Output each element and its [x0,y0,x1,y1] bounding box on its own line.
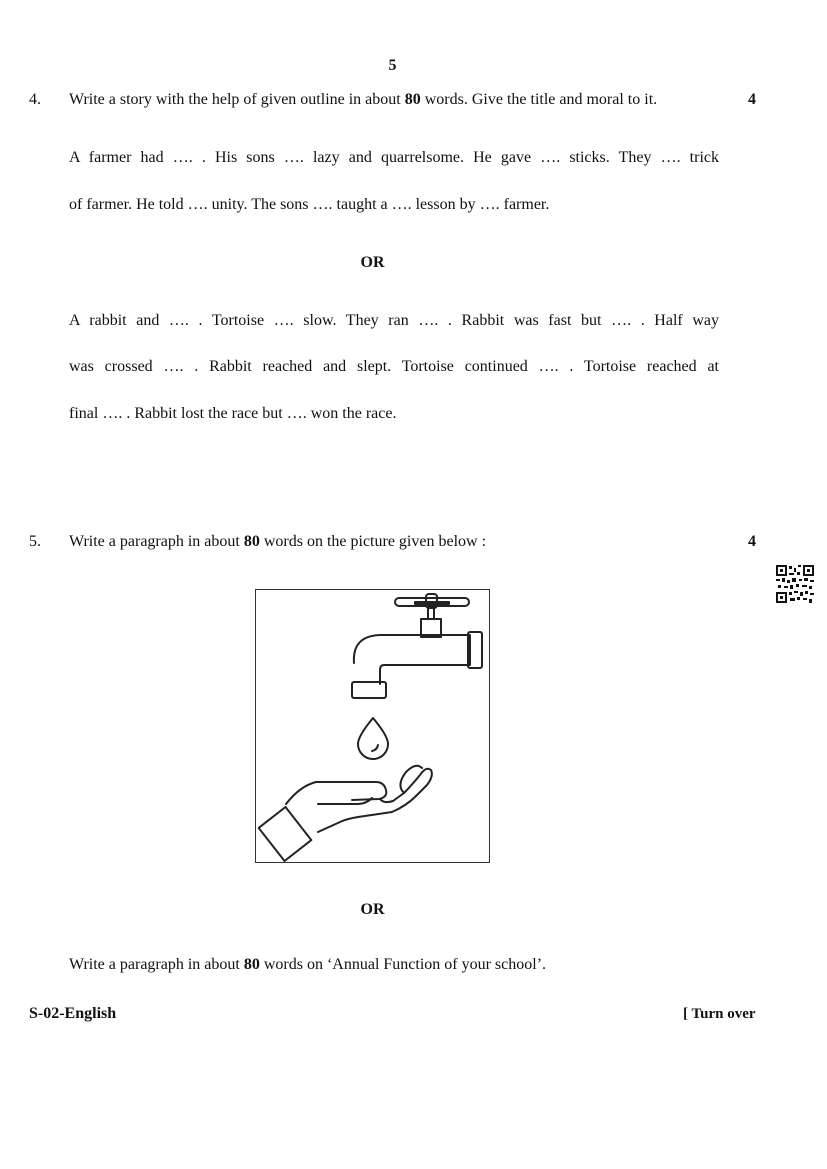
q4-option-b-line-2: was crossed …. . Rabbit reached and slept. Tortoise continued …. . Tortoise reached at [69,358,719,375]
turn-over-note: [ Turn over [683,1006,756,1022]
question-5-number: 5. [29,533,41,550]
open-hand-icon [259,766,432,861]
qr-code-icon [776,565,814,603]
picture-frame [255,589,490,863]
question-4-word-count: 80 [404,91,421,108]
question-4-text [69,91,657,109]
question-4-number: 4. [29,91,41,108]
water-drop-icon [358,718,388,759]
question-5-alternative-text [69,956,546,974]
question-5-suffix: words on the picture given below : [259,533,487,550]
q5-or-divider: OR [360,901,385,918]
q5-alt-prefix: Write a paragraph in about [69,956,244,973]
paper-code: S-02-English [29,1005,117,1022]
q5-alt-word-count: 80 [243,956,260,973]
question-5-word-count: 80 [243,533,260,550]
q4-option-a-line-1: A farmer had …. . His sons …. lazy and quarrelsome. He gave …. sticks. They …. trick [69,149,719,166]
question-5-marks: 4 [748,533,756,550]
question-4-marks: 4 [748,91,756,108]
q4-option-b-line-1: A rabbit and …. . Tortoise …. slow. They ran …. . Rabbit was fast but …. . Half way [69,312,719,329]
water-tap-icon [352,594,482,698]
q4-or-divider: OR [360,254,385,271]
question-5-text [69,533,486,551]
question-4-suffix: words. Give the title and moral to it. [420,91,658,108]
page-number: 5 [388,57,397,74]
q4-option-a-line-2: of farmer. He told …. unity. The sons …. taught a …. lesson by …. farmer. [69,196,550,213]
question-4-prefix: Write a story with the help of given outline in about [69,91,405,108]
tap-and-hand-picture [256,590,489,862]
question-5-prefix: Write a paragraph in about [69,533,244,550]
q5-alt-suffix: words on ‘Annual Function of your school’. [259,956,547,973]
q4-option-b-line-3: final …. . Rabbit lost the race but …. won the race. [69,405,397,422]
